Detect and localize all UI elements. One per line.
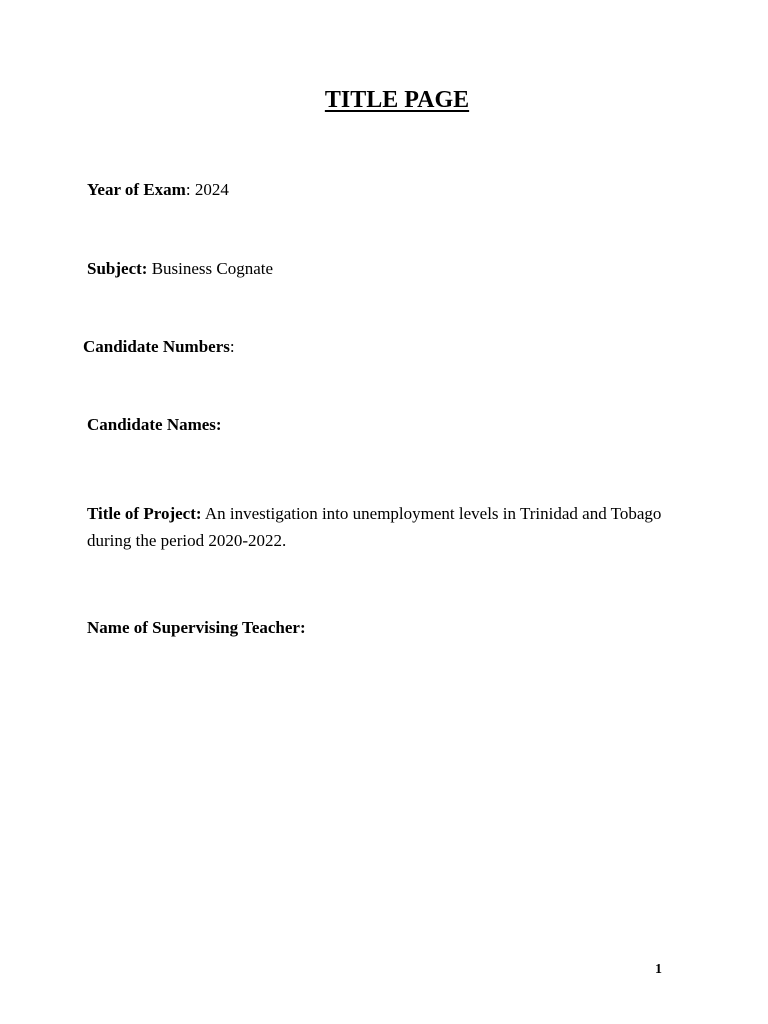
subject-field — [87, 255, 273, 282]
page-number: 1 — [655, 962, 662, 977]
subject-label: Subject: — [87, 259, 148, 278]
supervising-teacher-field — [87, 614, 306, 641]
candidate-names-field — [87, 411, 222, 438]
year-of-exam-field — [87, 176, 229, 203]
title-of-project-value: An investigation into unemployment levels in Trinidad and Tobago during the period 2020-2022. — [87, 504, 662, 550]
title-of-project-field — [87, 500, 667, 554]
candidate-numbers-separator: : — [229, 337, 235, 356]
year-of-exam-label: Year of Exam — [87, 180, 186, 199]
page-title: TITLE PAGE — [324, 87, 470, 113]
candidate-numbers-label: Candidate Numbers — [83, 337, 230, 356]
subject-value: Business Cognate — [147, 259, 274, 278]
candidate-names-label: Candidate Names: — [87, 415, 222, 434]
year-of-exam-separator: : — [185, 180, 191, 199]
year-of-exam-value: 2024 — [190, 180, 229, 199]
candidate-numbers-field — [83, 333, 235, 360]
supervising-teacher-label: Name of Supervising Teacher: — [87, 618, 306, 637]
title-of-project-label: Title of Project: — [87, 504, 202, 523]
